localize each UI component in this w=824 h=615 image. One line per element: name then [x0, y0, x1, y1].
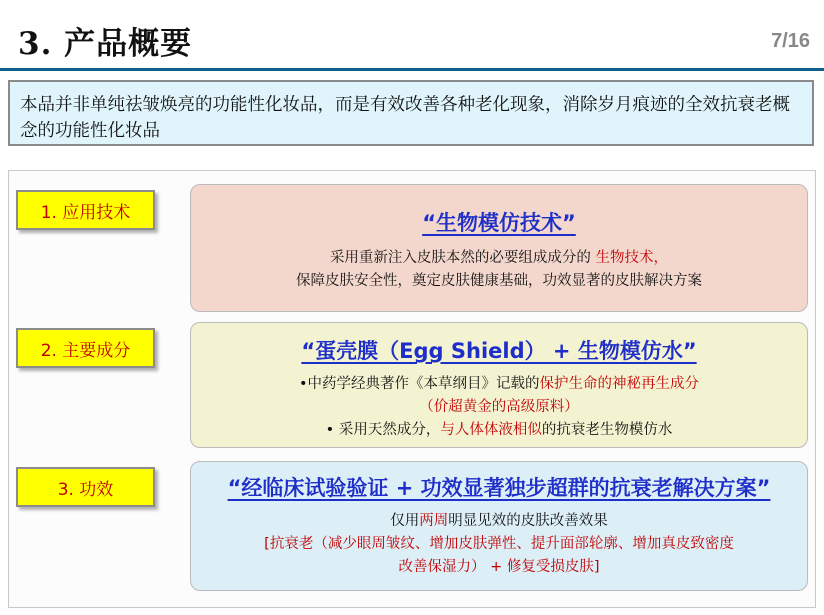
title-divider: [0, 68, 824, 71]
section-line: [抗衰老（减少眼周皱纹、增加皮肤弹性、提升面部轮廓、增加真皮致密度: [264, 536, 734, 552]
summary-box: 本品并非单纯祛皱焕亮的功能性化妆品，而是有效改善各种老化现象，消除岁月痕迹的全效抗衰老概念的功能性化妆品: [8, 80, 814, 146]
section-line: 改善保湿力） + 修复受损皮肤]: [398, 559, 600, 575]
section-line: [191, 373, 807, 396]
text-normal: 明显见效的皮肤改善效果: [448, 513, 608, 529]
text-highlight: 两周: [419, 513, 449, 529]
text-normal: 采用重新注入皮肤本然的必要组成成分的: [329, 250, 596, 266]
tag-main-ingredients: 2. 主要成分: [16, 328, 155, 368]
tag-application-technology: 1. 应用技术: [16, 190, 155, 230]
page-title: 3. 产品概要: [18, 26, 193, 62]
section-efficacy: [190, 461, 808, 591]
text-normal: •中药学经典著作《本草纲目》记载的: [298, 376, 540, 392]
text-normal: 的抗衰老生物模仿水: [541, 422, 673, 438]
section-line: （价超黄金的高级原料）: [419, 399, 579, 415]
section-line: [191, 510, 807, 533]
section-line: 保障皮肤安全性，奠定皮肤健康基础，功效显著的皮肤解决方案: [296, 273, 702, 289]
section-line: [191, 247, 807, 270]
page-number: 7/16: [771, 30, 810, 52]
section-line: [191, 419, 807, 442]
section-main-ingredients: [190, 322, 808, 448]
text-normal: 仅用: [390, 513, 420, 529]
section-application-technology: [190, 184, 808, 312]
section-headline: “蛋壳膜（Egg Shield） + 生物模仿水”: [301, 339, 697, 363]
tag-efficacy: 3. 功效: [16, 467, 155, 507]
text-highlight: 保护生命的神秘再生成分: [539, 376, 700, 392]
section-headline: “经临床试验验证 + 功效显著独步超群的抗衰老解决方案”: [227, 476, 771, 500]
text-highlight: 与人体体液相似: [440, 422, 542, 438]
text-highlight: 生物技术，: [595, 250, 669, 266]
text-normal: • 采用天然成分，: [325, 422, 441, 438]
section-headline: “生物模仿技术”: [422, 211, 576, 235]
